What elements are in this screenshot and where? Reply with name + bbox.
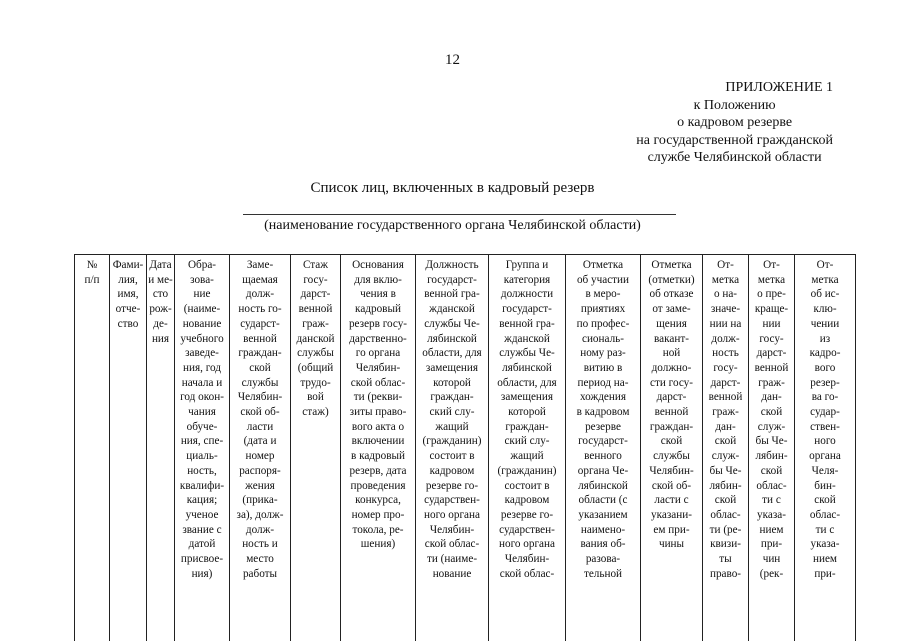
appendix-line: на государственной гражданской <box>636 132 833 150</box>
column-header-line: (дата и <box>231 434 289 449</box>
column-header <box>75 255 110 641</box>
column-header-line: ской об- <box>231 405 289 420</box>
column-header-line: включении <box>342 434 414 449</box>
column-header-line: ти с <box>796 523 854 538</box>
column-header-line: долж- <box>704 332 747 347</box>
column-header-line: госу- <box>704 361 747 376</box>
column-header-line: вого <box>796 361 854 376</box>
column-header-line: ние <box>176 287 228 302</box>
column-header-line: государст- <box>417 273 487 288</box>
column-header-line: ласти <box>231 420 289 435</box>
appendix-line: о кадровом резерве <box>636 114 833 132</box>
column-header-line: при- <box>796 567 854 582</box>
column-header-line: резерве го- <box>490 508 564 523</box>
column-header-line: в кадровом <box>567 405 639 420</box>
column-header-line: области, для <box>417 346 487 361</box>
column-header-line: бы Че- <box>704 464 747 479</box>
column-header-line: кадровый <box>342 302 414 317</box>
column-header-line: место <box>231 552 289 567</box>
column-header-line: звание с <box>176 523 228 538</box>
column-header-line: данской <box>292 332 339 347</box>
column-header-line: граждан- <box>417 390 487 405</box>
column-header-line: которой <box>490 405 564 420</box>
column-header-line: сударст- <box>231 317 289 332</box>
column-header-line: нии на <box>704 317 747 332</box>
column-header-line: указани- <box>642 508 701 523</box>
column-header-line: чения в <box>342 287 414 302</box>
column-header-line: резерв госу- <box>342 317 414 332</box>
column-header <box>291 255 341 641</box>
column-header-line: ский слу- <box>417 405 487 420</box>
column-header-line: органа <box>796 449 854 464</box>
table-header-row <box>75 255 856 641</box>
column-header <box>230 255 291 641</box>
column-header-line: лябинской <box>567 479 639 494</box>
column-header-line: бин- <box>796 479 854 494</box>
column-header <box>489 255 566 641</box>
column-header-line: которой <box>417 376 487 391</box>
column-header-line: службы <box>231 376 289 391</box>
column-header-line: облас- <box>750 479 793 494</box>
column-header-line: указа- <box>750 508 793 523</box>
column-header-line: имя, <box>111 287 145 302</box>
column-header-line: и ме- <box>148 273 173 288</box>
column-header-line: бы Че- <box>750 434 793 449</box>
column-header-line: ного органа <box>417 508 487 523</box>
column-header-line: об участии <box>567 273 639 288</box>
column-header-line: ти (рекви- <box>342 390 414 405</box>
column-header-line: дан- <box>704 420 747 435</box>
column-header-line: период на- <box>567 376 639 391</box>
column-header-line: жения <box>231 479 289 494</box>
column-header <box>110 255 147 641</box>
column-header-line: кадровом <box>417 464 487 479</box>
column-header-line: ти (наиме- <box>417 552 487 567</box>
column-header-line: кадро- <box>796 346 854 361</box>
column-header-line: конкурса, <box>342 493 414 508</box>
column-header-line: ния, год <box>176 361 228 376</box>
column-header-line: обуче- <box>176 420 228 435</box>
column-header-line: категория <box>490 273 564 288</box>
column-header-line: граждан- <box>490 420 564 435</box>
column-header-line: Основания <box>342 258 414 273</box>
column-header-line: чины <box>642 537 701 552</box>
column-header-line: ва го- <box>796 390 854 405</box>
column-header-line: жащий <box>417 420 487 435</box>
column-header-line: венной <box>231 332 289 347</box>
column-header-line: области (с <box>567 493 639 508</box>
column-header-line: чин <box>750 552 793 567</box>
appendix-line: службе Челябинской области <box>636 149 833 167</box>
column-header-line: ствен- <box>796 420 854 435</box>
column-header-line: ного органа <box>490 537 564 552</box>
column-header-line: чания <box>176 405 228 420</box>
column-header-line: указа- <box>796 537 854 552</box>
column-header-line: От- <box>704 258 747 273</box>
column-header-line: Группа и <box>490 258 564 273</box>
column-header-line: ность и <box>231 537 289 552</box>
column-header-line: Отметка <box>642 258 701 273</box>
column-header-line: ти (ре- <box>704 523 747 538</box>
column-header-line: право- <box>704 567 747 582</box>
column-header-line: Челябин- <box>417 523 487 538</box>
column-header-line: должно- <box>642 361 701 376</box>
column-header-line: венного <box>567 449 639 464</box>
column-header-line: ской <box>750 405 793 420</box>
column-header-line: ской <box>704 493 747 508</box>
column-header <box>147 255 175 641</box>
column-header-line: службы <box>642 449 701 464</box>
column-header-line: вания об- <box>567 537 639 552</box>
column-header-line: службы Че- <box>490 346 564 361</box>
column-header-line: об отказе <box>642 287 701 302</box>
column-header-line: хождения <box>567 390 639 405</box>
column-header-line: области, для <box>490 376 564 391</box>
column-header-line: венной <box>704 390 747 405</box>
column-header-line: Челябин- <box>490 552 564 567</box>
column-header-line: работы <box>231 567 289 582</box>
column-header-line: резерве го- <box>417 479 487 494</box>
column-header-line: дарст- <box>704 376 747 391</box>
column-header-line: ность <box>704 346 747 361</box>
column-header-line: метка <box>704 273 747 288</box>
column-header-line: за), долж- <box>231 508 289 523</box>
column-header-line: о пре- <box>750 287 793 302</box>
column-header-line: при- <box>750 537 793 552</box>
column-header-line: щения <box>642 317 701 332</box>
column-header-line: проведения <box>342 479 414 494</box>
column-header-line: госу- <box>292 273 339 288</box>
column-header-line: замещения <box>417 361 487 376</box>
column-header-line: от заме- <box>642 302 701 317</box>
column-header-line: об ис- <box>796 287 854 302</box>
column-header-line: значе- <box>704 302 747 317</box>
column-header-line: резерве <box>567 420 639 435</box>
column-header-line: из <box>796 332 854 347</box>
column-header-line: ской <box>796 493 854 508</box>
column-header-line: Челя- <box>796 464 854 479</box>
fill-in-line <box>243 214 676 215</box>
column-header-line: лябин- <box>750 449 793 464</box>
column-header-line: отче- <box>111 302 145 317</box>
column-header <box>749 255 795 641</box>
column-header-line: государст- <box>567 434 639 449</box>
column-header-line: квалифи- <box>176 479 228 494</box>
column-header-line: разова- <box>567 552 639 567</box>
column-header-line: состоит в <box>417 449 487 464</box>
column-header-line: сиональ- <box>567 332 639 347</box>
column-header-line: венной гра- <box>417 287 487 302</box>
list-title: Список лиц, включенных в кадровый резерв <box>0 180 905 197</box>
column-header-line: кация; <box>176 493 228 508</box>
column-header-line: (прика- <box>231 493 289 508</box>
column-header-line: граждан- <box>642 420 701 435</box>
column-header-line: сударствен- <box>417 493 487 508</box>
column-header-line: должности <box>490 287 564 302</box>
column-header-line: ласти с <box>642 493 701 508</box>
column-header-line: облас- <box>704 508 747 523</box>
column-header-line: чении <box>796 317 854 332</box>
column-header-line: облас- <box>796 508 854 523</box>
column-header-line: зова- <box>176 273 228 288</box>
column-header <box>175 255 230 641</box>
column-header-line: Должность <box>417 258 487 273</box>
column-header-line: жданской <box>417 302 487 317</box>
appendix-line: к Положению <box>636 97 833 115</box>
column-header-line: резерв, дата <box>342 464 414 479</box>
column-header-line: ем при- <box>642 523 701 538</box>
column-header-line: номер про- <box>342 508 414 523</box>
column-header-line: Заме- <box>231 258 289 273</box>
column-header-line: ской облас- <box>490 567 564 582</box>
column-header <box>341 255 416 641</box>
column-header-line: (гражданин) <box>490 464 564 479</box>
column-header-line: (отметки) <box>642 273 701 288</box>
column-header-line: шения) <box>342 537 414 552</box>
column-header-line: лия, <box>111 273 145 288</box>
appendix-title: ПРИЛОЖЕНИЕ 1 <box>636 79 833 97</box>
column-header-line: краще- <box>750 302 793 317</box>
column-header-line: квизи- <box>704 537 747 552</box>
column-header-line: ской об- <box>642 479 701 494</box>
column-header-line: долж- <box>231 287 289 302</box>
column-header-line: дарст- <box>642 390 701 405</box>
column-header-line: тельной <box>567 567 639 582</box>
column-header-line: сти госу- <box>642 376 701 391</box>
column-header-line: трудо- <box>292 376 339 391</box>
column-header-line: Челябин- <box>342 361 414 376</box>
column-header-line: граж- <box>750 376 793 391</box>
column-header <box>795 255 856 641</box>
column-header-line: Стаж <box>292 258 339 273</box>
column-header-line: государст- <box>490 302 564 317</box>
column-header-line: указанием <box>567 508 639 523</box>
column-header-line: резер- <box>796 376 854 391</box>
column-header-line: начала и <box>176 376 228 391</box>
column-header-line: де- <box>148 317 173 332</box>
column-header-line: (наиме- <box>176 302 228 317</box>
column-header-line: жащий <box>490 449 564 464</box>
reserve-table <box>74 254 856 641</box>
column-header-line: долж- <box>231 523 289 538</box>
column-header-line: токола, ре- <box>342 523 414 538</box>
column-header-line: ты <box>704 552 747 567</box>
column-header-line: судар- <box>796 405 854 420</box>
column-header-line: метка <box>750 273 793 288</box>
column-header-line: циаль- <box>176 449 228 464</box>
column-header-line: № <box>76 258 108 273</box>
column-header-line: нование <box>176 317 228 332</box>
column-header <box>566 255 641 641</box>
column-header-line: в кадровый <box>342 449 414 464</box>
column-header-line: вой <box>292 390 339 405</box>
column-header-line: лябинской <box>417 332 487 347</box>
column-header-line: замещения <box>490 390 564 405</box>
column-header-line: жданской <box>490 332 564 347</box>
column-header-line: ность, <box>176 464 228 479</box>
column-header-line: ство <box>111 317 145 332</box>
column-header-line: сударствен- <box>490 523 564 538</box>
page-number: 12 <box>445 52 460 69</box>
column-header-line: заведе- <box>176 346 228 361</box>
column-header-line: ного <box>796 434 854 449</box>
column-header-line: витию в <box>567 361 639 376</box>
column-header-line: учебного <box>176 332 228 347</box>
column-header-line: ти с <box>750 493 793 508</box>
column-header-line: Отметка <box>567 258 639 273</box>
column-header-line: лябин- <box>704 479 747 494</box>
column-header-line: нование <box>417 567 487 582</box>
column-header-line: Челябин- <box>231 390 289 405</box>
column-header-line: номер <box>231 449 289 464</box>
column-header-line: нием <box>750 523 793 538</box>
column-header-line: по профес- <box>567 317 639 332</box>
column-header-line: От- <box>750 258 793 273</box>
column-header-line: клю- <box>796 302 854 317</box>
column-header-line: венной <box>750 361 793 376</box>
column-header-line: для вклю- <box>342 273 414 288</box>
column-header-line: го органа <box>342 346 414 361</box>
column-header-line: состоит в <box>490 479 564 494</box>
org-caption: (наименование государственного органа Челябинской области) <box>0 218 905 234</box>
column-header-line: венной гра- <box>490 317 564 332</box>
column-header-line: граждан- <box>231 346 289 361</box>
column-header-line: граж- <box>704 405 747 420</box>
column-header-line: Обра- <box>176 258 228 273</box>
column-header-line: Фами- <box>111 258 145 273</box>
column-header-line: граж- <box>292 317 339 332</box>
column-header-line: приятиях <box>567 302 639 317</box>
column-header-line: нием <box>796 552 854 567</box>
column-header-line: (рек- <box>750 567 793 582</box>
column-header-line: госу- <box>750 332 793 347</box>
column-header-line: ния, спе- <box>176 434 228 449</box>
column-header-line: ученое <box>176 508 228 523</box>
column-header-line: ской <box>231 361 289 376</box>
column-header-line: рож- <box>148 302 173 317</box>
column-header-line: ному раз- <box>567 346 639 361</box>
appendix-block <box>636 79 833 167</box>
column-header-line: ской <box>642 434 701 449</box>
column-header-line: (гражданин) <box>417 434 487 449</box>
column-header-line: вого акта о <box>342 420 414 435</box>
column-header-line: сто <box>148 287 173 302</box>
column-header-line: ской <box>704 434 747 449</box>
column-header-line: стаж) <box>292 405 339 420</box>
column-header-line: п/п <box>76 273 108 288</box>
column-header-line: дарст- <box>750 346 793 361</box>
column-header-line: наимено- <box>567 523 639 538</box>
column-header-line: дан- <box>750 390 793 405</box>
column-header-line: ский слу- <box>490 434 564 449</box>
column-header-line: кадровом <box>490 493 564 508</box>
column-header-line: датой <box>176 537 228 552</box>
column-header-line: год окон- <box>176 390 228 405</box>
column-header-line: службы Че- <box>417 317 487 332</box>
column-header-line: вакант- <box>642 332 701 347</box>
column-header-line: ской <box>750 464 793 479</box>
column-header-line: Дата <box>148 258 173 273</box>
column-header-line: о на- <box>704 287 747 302</box>
column-header-line: метка <box>796 273 854 288</box>
column-header-line: венной <box>292 302 339 317</box>
column-header-line: дарственно- <box>342 332 414 347</box>
column-header <box>703 255 749 641</box>
column-header-line: ния) <box>176 567 228 582</box>
column-header-line: службы <box>292 346 339 361</box>
column-header <box>416 255 489 641</box>
column-header-line: щаемая <box>231 273 289 288</box>
column-header-line: От- <box>796 258 854 273</box>
column-header-line: в меро- <box>567 287 639 302</box>
column-header-line: органа Че- <box>567 464 639 479</box>
column-header <box>641 255 703 641</box>
column-header-line: нии <box>750 317 793 332</box>
column-header-line: распоря- <box>231 464 289 479</box>
column-header-line: венной <box>642 405 701 420</box>
column-header-line: ния <box>148 332 173 347</box>
column-header-line: ность го- <box>231 302 289 317</box>
column-header-line: зиты право- <box>342 405 414 420</box>
column-header-line: (общий <box>292 361 339 376</box>
column-header-line: служ- <box>750 420 793 435</box>
column-header-line: ной <box>642 346 701 361</box>
column-header-line: дарст- <box>292 287 339 302</box>
column-header-line: служ- <box>704 449 747 464</box>
column-header-line: ской облас- <box>342 376 414 391</box>
column-header-line: Челябин- <box>642 464 701 479</box>
column-header-line: присвое- <box>176 552 228 567</box>
column-header-line: ской облас- <box>417 537 487 552</box>
column-header-line: лябинской <box>490 361 564 376</box>
